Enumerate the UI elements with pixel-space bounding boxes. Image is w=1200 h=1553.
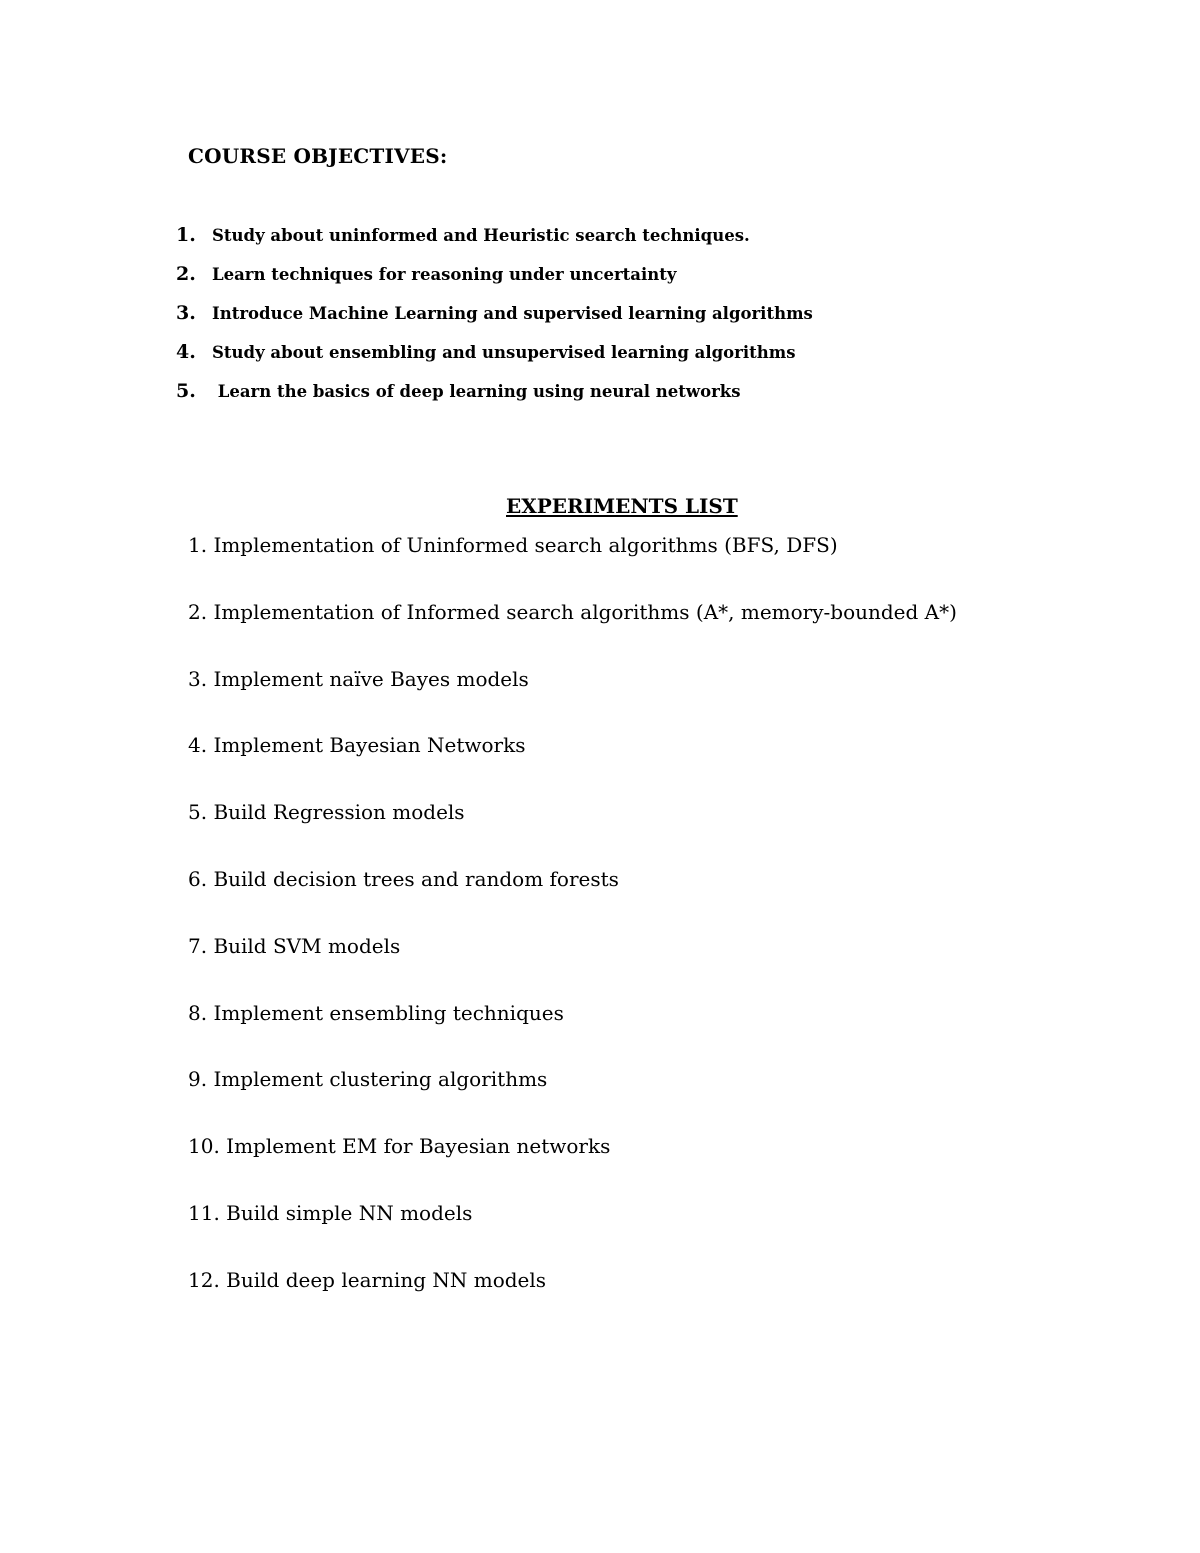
objective-number: 1. bbox=[176, 224, 196, 246]
objective-number: 3. bbox=[176, 302, 196, 324]
objective-text: Study about ensembling and unsupervised learning algorithms bbox=[212, 343, 796, 362]
objective-item bbox=[176, 302, 813, 341]
objective-item bbox=[176, 341, 813, 380]
experiments-list bbox=[188, 533, 957, 1335]
course-objectives-list bbox=[176, 224, 813, 419]
experiment-item: 5. Build Regression models bbox=[188, 800, 465, 825]
objective-text: Study about uninformed and Heuristic search techniques. bbox=[212, 226, 750, 245]
experiment-item: 4. Implement Bayesian Networks bbox=[188, 733, 526, 758]
experiment-item: 7. Build SVM models bbox=[188, 933, 401, 958]
experiments-list-heading: EXPERIMENTS LIST bbox=[506, 494, 738, 518]
objective-item bbox=[176, 380, 813, 419]
experiment-item: 8. Implement ensembling techniques bbox=[188, 1000, 564, 1025]
objective-number: 4. bbox=[176, 341, 196, 363]
objective-text: Learn techniques for reasoning under uncertainty bbox=[212, 265, 677, 284]
course-objectives-heading: COURSE OBJECTIVES: bbox=[188, 144, 448, 168]
objective-text: Introduce Machine Learning and supervised learning algorithms bbox=[212, 304, 813, 323]
objective-number: 2. bbox=[176, 263, 196, 285]
objective-text: Learn the basics of deep learning using neural networks bbox=[212, 382, 741, 401]
experiment-item: 11. Build simple NN models bbox=[188, 1200, 473, 1225]
experiment-item: 10. Implement EM for Bayesian networks bbox=[188, 1134, 611, 1159]
objective-item bbox=[176, 224, 813, 263]
experiment-item: 9. Implement clustering algorithms bbox=[188, 1067, 548, 1092]
experiment-item: 1. Implementation of Uninformed search algorithms (BFS, DFS) bbox=[188, 533, 838, 557]
experiment-item: 3. Implement naïve Bayes models bbox=[188, 666, 529, 691]
objective-item bbox=[176, 263, 813, 302]
experiment-item: 12. Build deep learning NN models bbox=[188, 1267, 547, 1292]
experiment-item: 6. Build decision trees and random forests bbox=[188, 866, 619, 891]
experiment-item: 2. Implementation of Informed search algorithms (A*, memory-bounded A*) bbox=[188, 599, 957, 624]
objective-number: 5. bbox=[176, 380, 196, 402]
